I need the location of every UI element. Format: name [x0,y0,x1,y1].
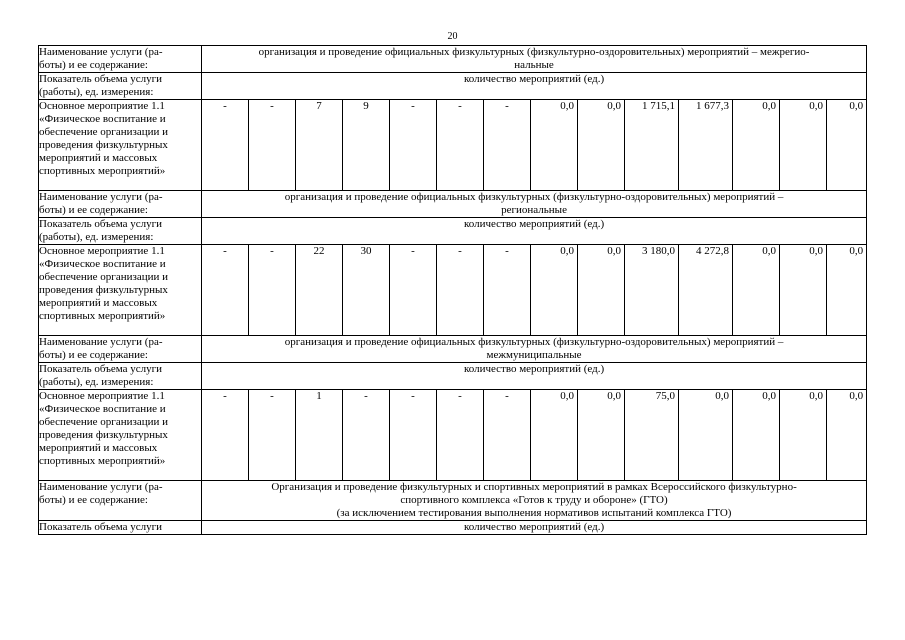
indicator-text: количество мероприятий (ед.) [202,363,867,390]
text-line: Наименование услуги (ра- [39,191,163,203]
table-cell: 4 272,8 [679,245,733,336]
event-label [39,390,202,481]
indicator-row [39,218,867,245]
text-line: проведения физкультурных [39,284,168,296]
table-cell: 0,0 [827,100,867,191]
table-cell: - [249,245,296,336]
text-line: Наименование услуги (ра- [39,481,163,493]
text-line: спортивных мероприятий» [39,455,166,467]
table-cell: - [249,390,296,481]
text-line: организация и проведение официальных физкультурных (физкультурно-оздоровительных) мероприятий – [284,336,784,348]
text-line: Основное мероприятие 1.1 [39,245,165,257]
table-cell: - [437,100,484,191]
indicator-text: количество мероприятий (ед.) [202,73,867,100]
service-name-text [202,46,867,73]
text-line: боты) и ее содержание: [39,204,148,216]
text-line: Показатель объема услуги [39,218,163,230]
table-cell: 1 715,1 [625,100,679,191]
text-line: (работы), ед. измерения: [39,376,154,388]
table-cell: 30 [343,245,390,336]
table-cell: - [249,100,296,191]
service-name-text [202,191,867,218]
text-line: спортивного комплекса «Готов к труду и обороне» (ГТО) [400,494,668,506]
event-label [39,100,202,191]
text-line: «Физическое воспитание и [39,403,166,415]
text-line: «Физическое воспитание и [39,113,166,125]
table-cell: 0,0 [827,390,867,481]
table-cell: - [390,245,437,336]
table-cell: - [484,390,531,481]
text-line: обеспечение организации и [39,416,168,428]
indicator-label [39,363,202,390]
table-cell: 0,0 [578,245,625,336]
text-line: (работы), ед. измерения: [39,86,154,98]
service-name-row [39,46,867,73]
table-cell: 0,0 [531,245,578,336]
table-cell: 9 [343,100,390,191]
table-cell: 7 [296,100,343,191]
service-name-label [39,481,202,521]
table-cell: 0,0 [733,100,780,191]
table-cell: 0,0 [578,100,625,191]
service-name-label [39,336,202,363]
page-number: 20 [447,31,458,42]
text-line: обеспечение организации и [39,126,168,138]
text-line: Организация и проведение физкультурных и спортивных мероприятий в рамках Всероссийского физкультурно- [271,481,797,493]
text-line: обеспечение организации и [39,271,168,283]
service-name-label [39,46,202,73]
indicator-row [39,521,867,535]
service-table [38,45,867,535]
text-line: организация и проведение официальных физкультурных (физкультурно-оздоровительных) мероприятий – [284,191,784,203]
service-name-row [39,481,867,521]
table-cell: 75,0 [625,390,679,481]
text-line: боты) и ее содержание: [39,59,148,71]
text-line: региональные [501,204,567,216]
table-cell: - [202,390,249,481]
table-cell: 0,0 [780,245,827,336]
table-cell: 0,0 [531,390,578,481]
text-line: Наименование услуги (ра- [39,336,163,348]
indicator-text: количество мероприятий (ед.) [202,218,867,245]
table-cell: - [202,245,249,336]
table-cell: 0,0 [578,390,625,481]
table-cell: 0,0 [733,245,780,336]
table-cell: - [437,390,484,481]
table-cell: 0,0 [780,390,827,481]
table-cell: - [484,245,531,336]
service-name-row [39,191,867,218]
indicator-label [39,73,202,100]
indicator-label: Показатель объема услуги [39,521,202,535]
text-line: Основное мероприятие 1.1 [39,390,165,402]
table-cell: - [343,390,390,481]
event-row [39,390,867,481]
service-name-text [202,481,867,521]
text-line: проведения физкультурных [39,429,168,441]
text-line: боты) и ее содержание: [39,494,148,506]
text-line: мероприятий и массовых [39,442,158,454]
text-line: (работы), ед. измерения: [39,231,154,243]
text-line: мероприятий и массовых [39,297,158,309]
text-line: (за исключением тестирования выполнения нормативов испытаний комплекса ГТО) [336,507,732,519]
indicator-label [39,218,202,245]
text-line: боты) и ее содержание: [39,349,148,361]
table-cell: - [390,100,437,191]
text-line: нальные [514,59,554,71]
event-label [39,245,202,336]
indicator-row [39,363,867,390]
service-name-row [39,336,867,363]
text-line: Наименование услуги (ра- [39,46,163,58]
table-cell: - [202,100,249,191]
table-cell: 0,0 [531,100,578,191]
table-cell: - [437,245,484,336]
indicator-text: количество мероприятий (ед.) [202,521,867,535]
text-line: проведения физкультурных [39,139,168,151]
service-name-label [39,191,202,218]
table-cell: 22 [296,245,343,336]
table-cell: 3 180,0 [625,245,679,336]
table-cell: 0,0 [679,390,733,481]
text-line: межмуниципальные [486,349,582,361]
event-row [39,245,867,336]
service-name-text [202,336,867,363]
text-line: спортивных мероприятий» [39,165,166,177]
table-cell: - [484,100,531,191]
text-line: Основное мероприятие 1.1 [39,100,165,112]
text-line: Показатель объема услуги [39,363,163,375]
indicator-row [39,73,867,100]
table-cell: 1 [296,390,343,481]
text-line: мероприятий и массовых [39,152,158,164]
event-row [39,100,867,191]
table-cell: - [390,390,437,481]
text-line: Показатель объема услуги [39,73,163,85]
text-line: «Физическое воспитание и [39,258,166,270]
table-cell: 0,0 [780,100,827,191]
table-cell: 1 677,3 [679,100,733,191]
text-line: организация и проведение официальных физкультурных (физкультурно-оздоровительных) мероприятий – межрегио- [258,46,810,58]
table-cell: 0,0 [733,390,780,481]
table-cell: 0,0 [827,245,867,336]
text-line: спортивных мероприятий» [39,310,166,322]
